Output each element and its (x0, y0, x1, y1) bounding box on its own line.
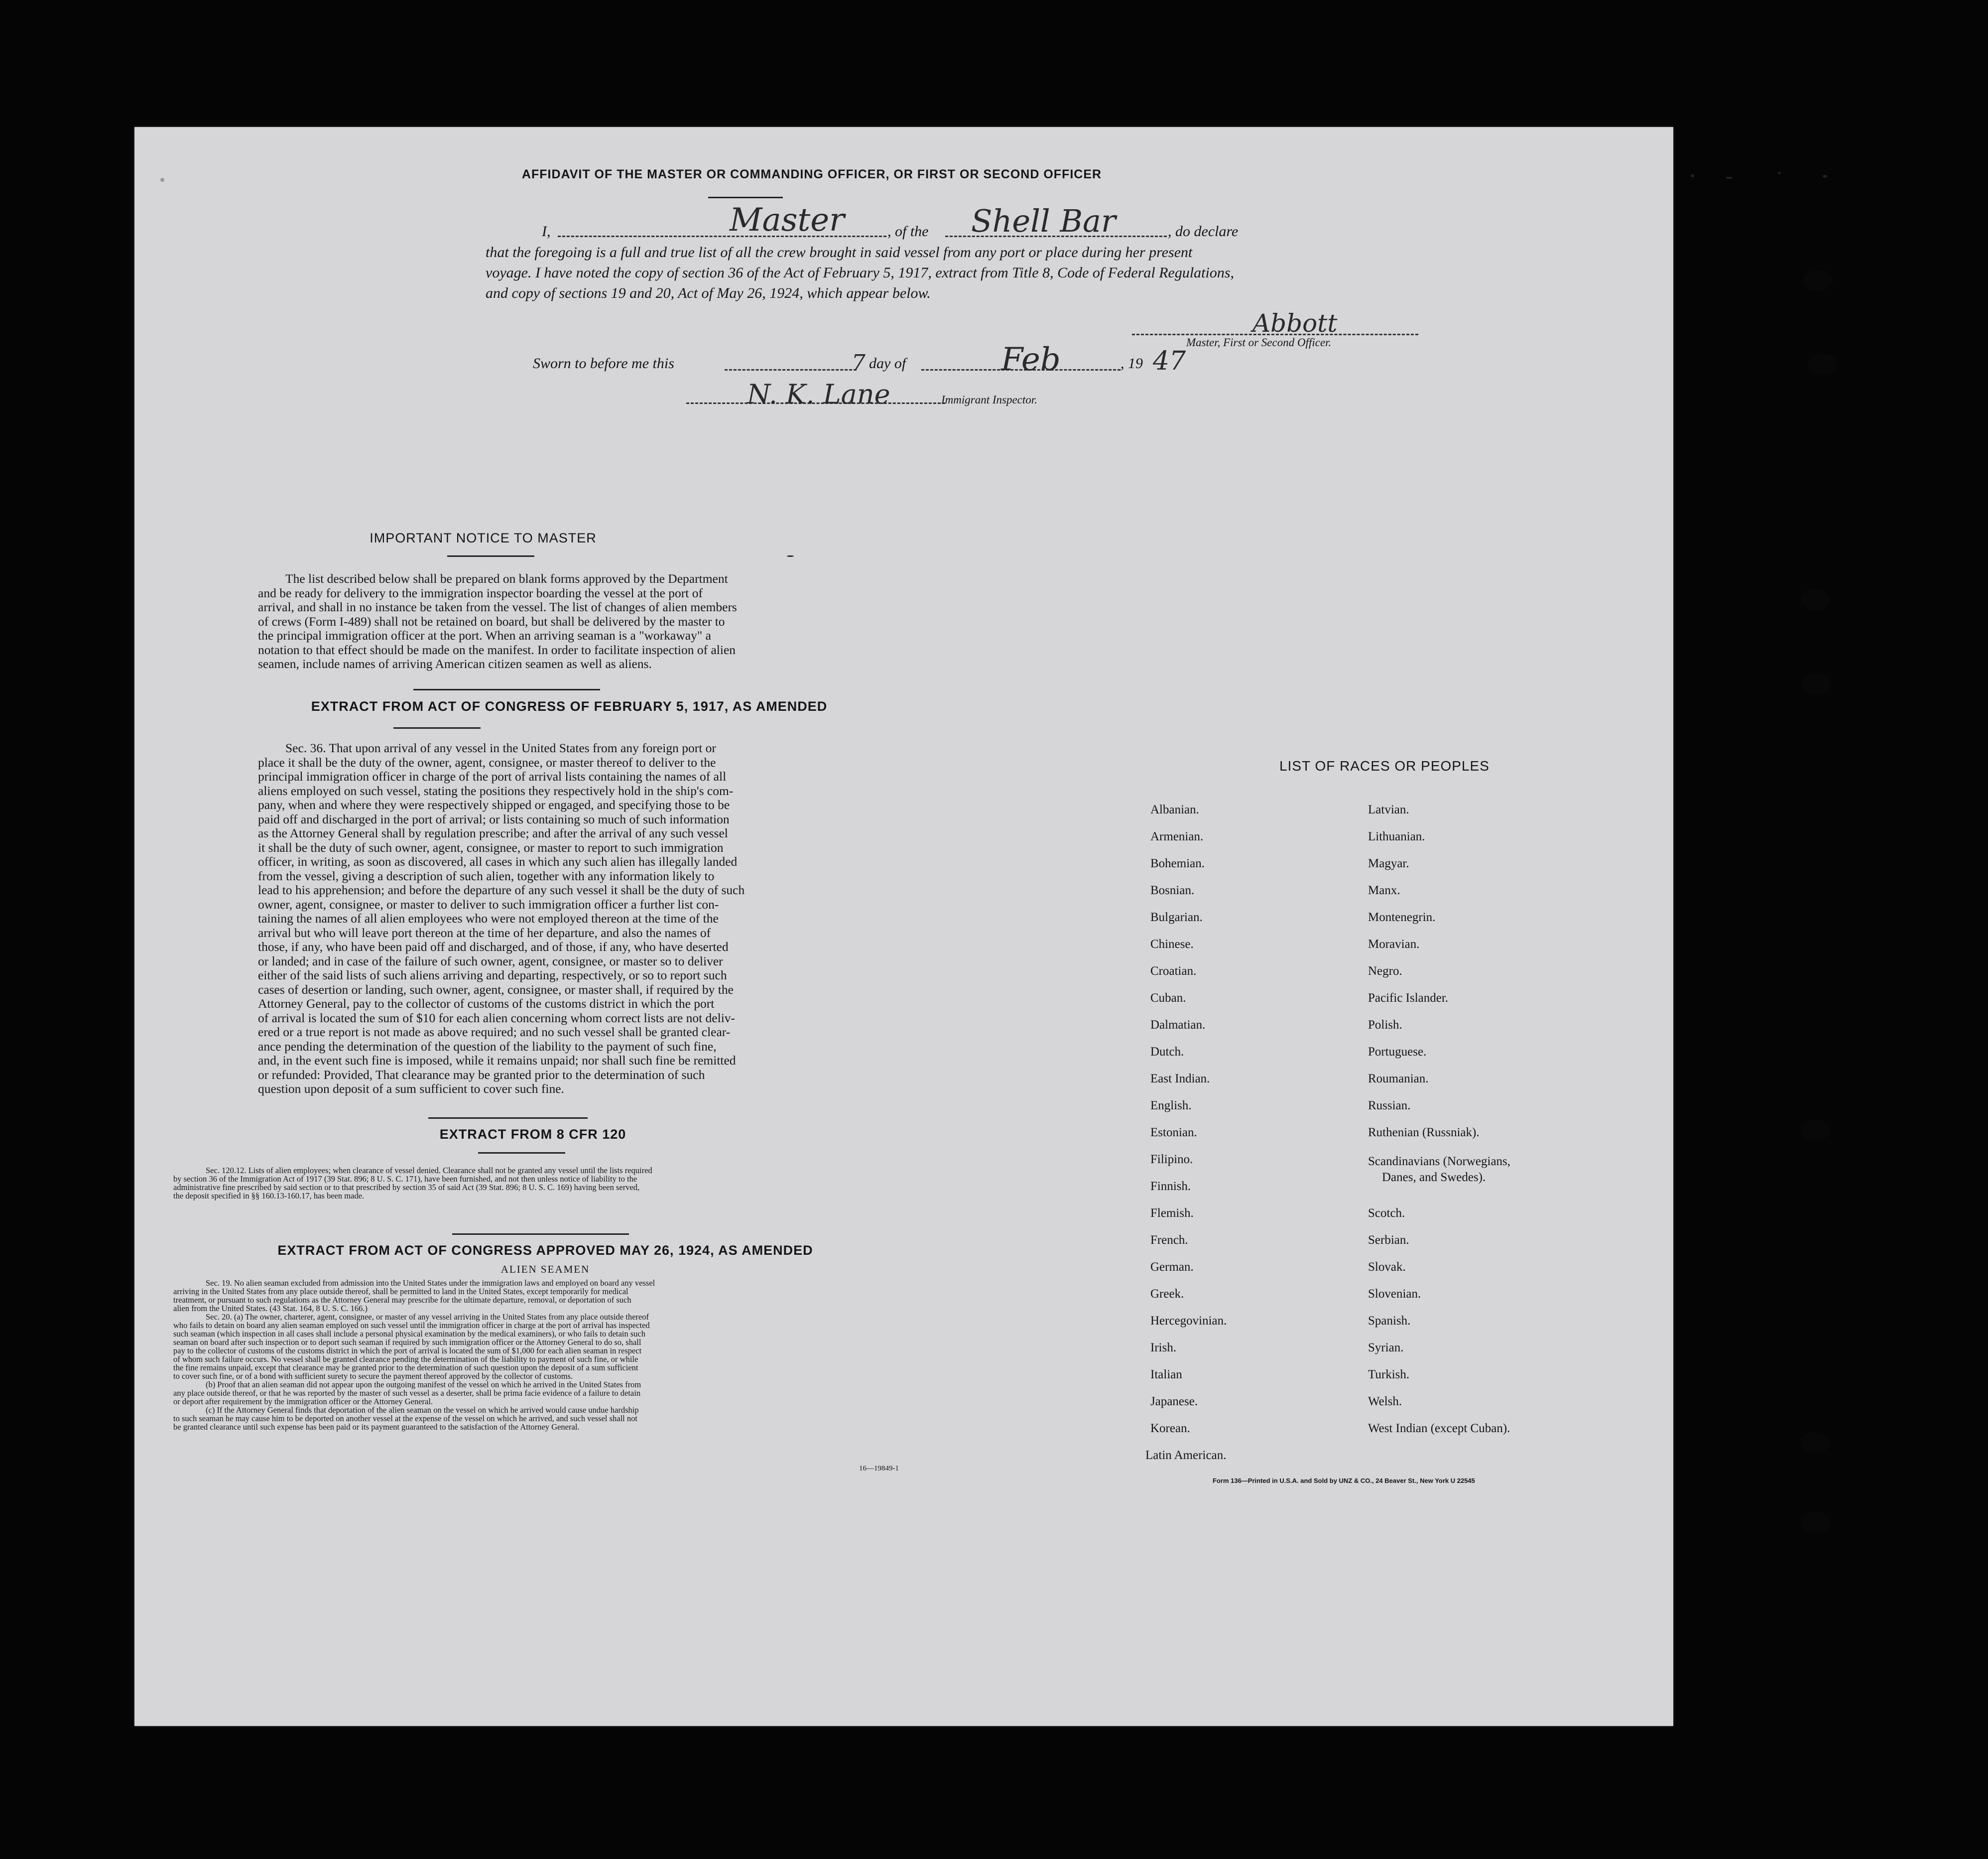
race-item: Filipino. (1150, 1153, 1193, 1166)
act1924-line: to cover such fine, or of a bond with sufficient surety to secure the payment thereof approved by the collector of customs. (173, 1371, 573, 1381)
of-the-label: , of the (887, 223, 929, 240)
do-declare-label: , do declare (1168, 223, 1239, 240)
officer-label: Master, First or Second Officer. (1186, 336, 1332, 349)
notice-line: seamen, include names of arriving American citizen seamen as well as aliens. (258, 657, 652, 671)
race-item: Dutch. (1150, 1045, 1184, 1059)
act1924-heading: EXTRACT FROM ACT OF CONGRESS APPROVED MAY 26, 1924, AS AMENDED (277, 1243, 813, 1258)
notice-line: notation to that effect should be made on the manifest. In order to facilitate inspection of alien (258, 642, 736, 657)
handwritten-inspector: N. K. Lane (747, 379, 890, 410)
act1924-line: who fails to detain on board any alien seaman employed on such vessel until the immigration officer in charge at the port of arrival has inspected (173, 1321, 650, 1330)
act-line: Attorney General, pay to the collector of customs of the customs district in which the port (258, 996, 715, 1011)
affidavit-line-3: voyage. I have noted the copy of section 36 of the Act of February 5, 1917, extract from Title 8, Code of Federal Regulations, (486, 265, 1235, 281)
race-item: Danes, and Swedes). (1382, 1171, 1486, 1184)
race-item: German. (1150, 1260, 1194, 1274)
handwritten-day: 7 (852, 350, 866, 376)
race-item: Italian (1150, 1368, 1182, 1381)
act-line: aliens employed on such vessel, stating the positions they respectively hold in the ship's com- (258, 783, 734, 798)
act1924-line: Sec. 19. No alien seaman excluded from admission into the United States under the immigration laws and employed on board any vessel (206, 1278, 655, 1288)
notice-line: and be ready for delivery to the immigration inspector boarding the vessel at the port of (258, 585, 703, 600)
day-of-label: day of (869, 355, 906, 372)
race-item: Japanese. (1150, 1395, 1198, 1408)
affidavit-line-4: and copy of sections 19 and 20, Act of May 26, 1924, which appear below. (486, 285, 931, 301)
act-line: and, in the event such fine is imposed, while it remains unpaid; nor shall such fine be remitted (258, 1053, 736, 1067)
race-item: Greek. (1150, 1287, 1184, 1301)
act-line: paid off and discharged in the port of arrival; or lists containing so much of such information (258, 811, 730, 826)
act1924-line: any place outside thereof, or that he was reported by the master of such vessel as a deserter, shall be prima facie evidence of a failure to detain (173, 1388, 641, 1398)
act1917-heading: EXTRACT FROM ACT OF CONGRESS OF FEBRUARY 5, 1917, AS AMENDED (311, 699, 828, 714)
scan-speck (160, 178, 164, 182)
act1924-line: Sec. 20. (a) The owner, charterer, agent, consignee, or master of any vessel arriving in the United States from any place outside thereof (206, 1312, 649, 1322)
race-item: English. (1150, 1099, 1192, 1112)
race-item: Croatian. (1150, 964, 1197, 978)
act1924-line: or deport after requirement by the immigration officer or the Attorney General. (173, 1397, 433, 1406)
binder-hole (1803, 673, 1832, 694)
race-item: Hercegovinian. (1150, 1314, 1227, 1328)
act-line: place it shall be the duty of the owner, agent, consignee, or master thereof to deliver to the (258, 755, 716, 770)
act-line: question upon deposit of a sum sufficient to cover such fine. (258, 1081, 564, 1096)
race-item: Magyar. (1368, 857, 1409, 870)
race-item: Lithuanian. (1368, 830, 1425, 843)
race-item: Ruthenian (Russniak). (1368, 1126, 1480, 1139)
act-line: those, if any, who have been paid off and discharged, and of those, if any, who have deserted (258, 939, 729, 954)
act1924-line: such seaman (which inspection in all cases shall include a personal physical examination by the medical examiners), or who fails to detain such (173, 1329, 646, 1338)
race-item: Scandinavians (Norwegians, (1368, 1155, 1511, 1168)
act1924-line: be granted clearance until such expense has been paid or its payment guaranteed to the satisfaction of the Attorney General. (173, 1422, 580, 1432)
scan-speck (787, 555, 794, 557)
race-item: Moravian. (1368, 937, 1420, 951)
cfr-line: by section 36 of the Immigration Act of 1917 (39 Stat. 896; 8 U. S. C. 171), have been furnished, and not then unless notice of liability to the (173, 1174, 637, 1184)
race-item: Roumanian. (1368, 1072, 1429, 1085)
signature-line (1132, 334, 1418, 335)
race-item: Bohemian. (1150, 857, 1205, 870)
act-line: cases of desertion or landing, such owner, agent, consignee, or master shall, if required by the (258, 982, 734, 997)
inspector-label: Immigrant Inspector. (941, 394, 1037, 406)
cfr-line: the deposit specified in §§ 160.13-160.17, has been made. (173, 1191, 365, 1200)
binder-hole (1801, 589, 1830, 610)
cfr-rule (478, 1152, 565, 1154)
race-item: Latvian. (1368, 803, 1409, 816)
race-item: Negro. (1368, 964, 1402, 978)
act-line: from the vessel, giving a description of such alien, together with any information likely to (258, 868, 715, 883)
binder-hole (1801, 1120, 1830, 1141)
act-line: or landed; and in case of the failure of such owner, agent, consignee, or master so to deliver (258, 953, 723, 968)
act1924-line: seaman on board after such inspection or to deport such seaman if required by such immigration officer or the Attorney General to do so, shall (173, 1337, 641, 1347)
race-item: Armenian. (1150, 830, 1204, 843)
race-item: Russian. (1368, 1099, 1411, 1112)
race-item: Slovak. (1368, 1260, 1406, 1274)
race-item: Manx. (1368, 884, 1400, 897)
binder-hole (1801, 1432, 1830, 1453)
act1924-line: pay to the collector of customs of the customs district in which the port of arrival is located the sum of $1,000 for each alien seaman in respect (173, 1346, 642, 1355)
act-line: arrival but who will leave port thereon at the time of her departure, and also the names of (258, 925, 711, 940)
races-heading: LIST OF RACES OR PEOPLES (1279, 758, 1490, 774)
act-line: officer, in writing, as soon as discovered, all cases in which any such alien has illegally landed (258, 854, 738, 869)
act-line: lead to his apprehension; and before the departure of any such vessel it shall be the duty of such (258, 883, 745, 897)
race-item: Montenegrin. (1368, 911, 1436, 924)
act-line: ered or a true report is not made as above required; and no such vessel shall be granted clear- (258, 1025, 731, 1039)
binder-hole (1808, 354, 1837, 375)
act-line: ance pending the determination of the question of the liability to the payment of such fine, (258, 1039, 717, 1054)
act1924-line: to such seaman he may cause him to be deported on another vessel at the expense of the vessel on which he arrived, and such vessel shall not (173, 1414, 637, 1423)
race-item: Turkish. (1368, 1368, 1410, 1381)
race-item: East Indian. (1150, 1072, 1210, 1085)
year-prefix: , 19 (1120, 355, 1143, 372)
act-line: it shall be the duty of such owner, agent, consignee, or master to report to such immigration (258, 840, 724, 855)
scan-speck (1726, 177, 1733, 179)
form-number: 16—19849-1 (859, 1464, 899, 1472)
race-item: Welsh. (1368, 1395, 1402, 1408)
scan-speck (1691, 174, 1694, 177)
act-line: either of the said lists of such aliens arriving and departing, respectively, or so to report such (258, 968, 727, 982)
race-item: Finnish. (1150, 1180, 1191, 1193)
act-line: pany, when and where they were respectively shipped or engaged, and specifying those to be (258, 797, 730, 812)
race-item: Bosnian. (1150, 884, 1195, 897)
act-line: Sec. 36. That upon arrival of any vessel in the United States from any foreign port or (285, 741, 716, 755)
section-rule (452, 1233, 629, 1235)
race-item: Korean. (1150, 1422, 1190, 1435)
act1924-line: of whom such failure occurs. No vessel shall be granted clearance pending the determination of the liability to payment of such fine, or while (173, 1354, 638, 1364)
handwritten-month: Feb (1001, 341, 1061, 378)
race-item: Spanish. (1368, 1314, 1411, 1328)
affidavit-i-label: I, (542, 223, 551, 240)
notice-line: the principal immigration officer at the port. When an arriving seaman is a "workaway" a (258, 628, 711, 643)
cfr-body (173, 1166, 950, 1200)
act-line: or refunded: Provided, That clearance may be granted prior to the determination of such (258, 1067, 705, 1082)
act-line: owner, agent, consignee, or master to deliver to such immigration officer a further list con- (258, 897, 719, 912)
notice-line: arrival, and shall in no instance be taken from the vessel. The list of changes of alien members (258, 600, 737, 614)
act1924-line: (b) Proof that an alien seaman did not appear upon the outgoing manifest of the vessel on which he arrived in the United States from (206, 1380, 641, 1389)
act1924-body (173, 1279, 950, 1431)
act1924-line: the fine remains unpaid, except that clearance may be granted prior to the determination of such question upon the deposit of a sum sufficient (173, 1363, 638, 1372)
race-item: Irish. (1150, 1341, 1177, 1354)
affidavit-line-2: that the foregoing is a full and true list of all the crew brought in said vessel from any port or place during her present (486, 244, 1193, 261)
race-item: Flemish. (1150, 1206, 1194, 1220)
act-line: taining the names of all alien employees who were not employed thereon at the time of the (258, 911, 719, 926)
handwritten-vessel: Shell Bar (971, 203, 1116, 239)
act1917-body (258, 741, 880, 1096)
handwritten-name: Master (730, 202, 845, 239)
race-item: Estonian. (1150, 1126, 1197, 1139)
act1924-line: treatment, or pursuant to such regulations as the Attorney General may prescribe for the ultimate departure, removal, or deportation of such (173, 1295, 631, 1305)
cfr-line: administrative fine prescribed by said section or to that prescribed by section 35 of said Act (39 Stat. 896; 8 U. S. C. 169) having been served, (173, 1183, 640, 1192)
binder-hole (1801, 1512, 1830, 1533)
act1924-line: alien from the United States. (43 Stat. 164, 8 U. S. C. 166.) (173, 1304, 368, 1313)
race-item: Pacific Islander. (1368, 991, 1449, 1005)
race-item: Chinese. (1150, 937, 1194, 951)
notice-line: The list described below shall be prepared on blank forms approved by the Department (285, 571, 728, 586)
notice-body (258, 572, 880, 671)
handwritten-year: 47 (1153, 346, 1186, 376)
act1924-line: arriving in the United States from any place outside thereof, shall be permitted to land in the United States, except temporarily for medical (173, 1287, 628, 1296)
race-item: West Indian (except Cuban). (1368, 1422, 1510, 1435)
race-item: Scotch. (1368, 1206, 1405, 1220)
cfr-line: Sec. 120.12. Lists of alien employees; when clearance of vessel denied. Clearance shall not be granted any vessel until the lists required (206, 1166, 652, 1175)
race-item: Cuban. (1150, 991, 1186, 1005)
race-item: Dalmatian. (1150, 1018, 1206, 1032)
section-rule (428, 1117, 588, 1119)
section-rule (413, 689, 600, 690)
sworn-label: Sworn to before me this (533, 355, 674, 372)
race-item: Portuguese. (1368, 1045, 1427, 1059)
race-item: Latin American. (1145, 1449, 1227, 1462)
affidavit-heading: AFFIDAVIT OF THE MASTER OR COMMANDING OFFICER, OR FIRST OR SECOND OFFICER (521, 167, 1102, 181)
scan-speck (1778, 172, 1781, 174)
act1924-line: (c) If the Attorney General finds that deportation of the alien seaman on the vessel on which he arrived would cause undue hardship (206, 1405, 639, 1415)
notice-rule (447, 555, 534, 557)
day-line (725, 369, 857, 371)
act1924-subheading: ALIEN SEAMEN (500, 1263, 590, 1275)
binder-hole (1804, 270, 1833, 291)
act-line: of arrival is located the sum of $10 for each alien concerning whom correct lists are not deliv- (258, 1010, 736, 1025)
race-item: Slovenian. (1368, 1287, 1421, 1301)
race-item: Polish. (1368, 1018, 1402, 1032)
notice-line: of crews (Form I-489) shall not be retained on board, but shall be delivered by the master to (258, 614, 725, 629)
act1917-rule (393, 727, 481, 729)
form-imprint: Form 136—Printed in U.S.A. and Sold by UNZ & CO., 24 Beaver St., New York U 22545 (1213, 1477, 1475, 1484)
heading-rule (708, 197, 783, 198)
notice-heading: IMPORTANT NOTICE TO MASTER (370, 531, 597, 545)
act-line: principal immigration officer in charge of the port of arrival lists containing the names of all (258, 769, 727, 784)
handwritten-signature: Abbott (1252, 309, 1338, 338)
scan-speck (1823, 175, 1827, 178)
act-line: as the Attorney General shall by regulation prescribe; and after the arrival of any such vessel (258, 826, 728, 840)
race-item: Bulgarian. (1150, 911, 1203, 924)
race-item: French. (1150, 1233, 1188, 1247)
cfr-heading: EXTRACT FROM 8 CFR 120 (439, 1127, 626, 1142)
race-item: Serbian. (1368, 1233, 1409, 1247)
document-page (134, 127, 1673, 1726)
race-item: Albanian. (1150, 803, 1199, 816)
race-item: Syrian. (1368, 1341, 1404, 1354)
